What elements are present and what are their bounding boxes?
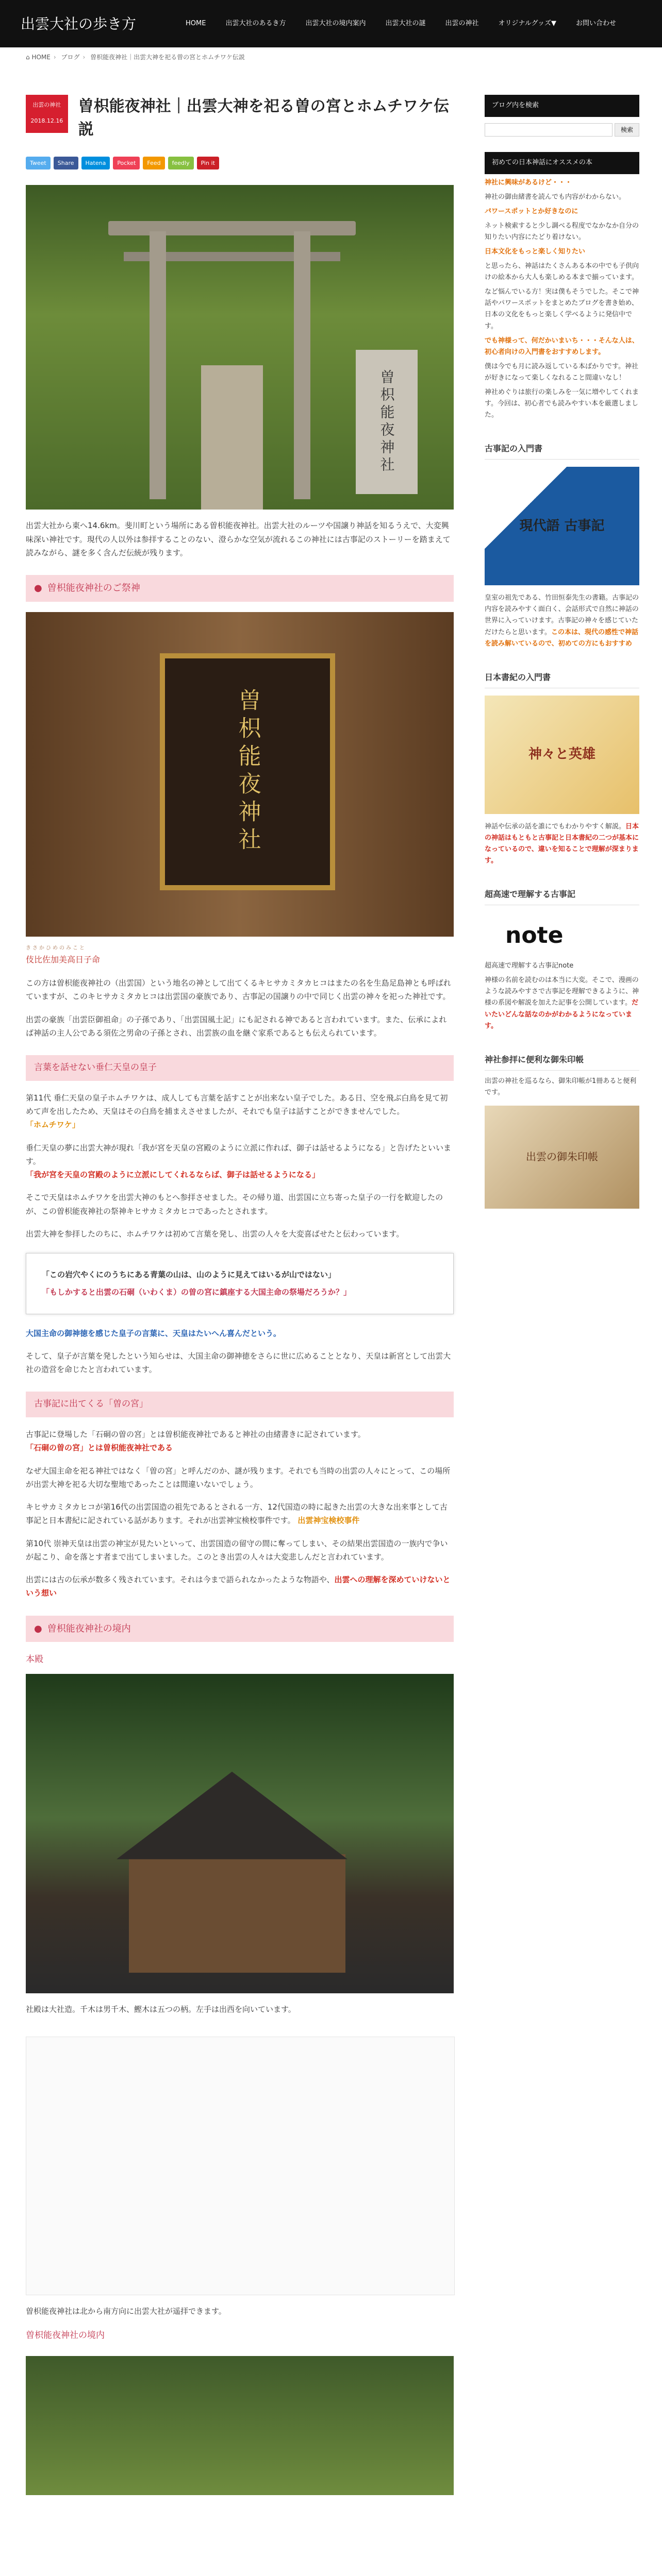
post-date: 2018.12.16 xyxy=(30,117,63,125)
pinterest-button[interactable]: Pin it xyxy=(197,157,219,170)
body-text: 出雲の豪族「出雲臣御祖命」の子孫であり、「出雲国風土記」にも記される神であると言われています。また、伝承によれば神話の主人公である須佐之男命の子孫とされ、出雲族の血を継ぐ家系であるとも伝えられています。 xyxy=(26,1014,447,1038)
category-label[interactable]: 出雲の神社 xyxy=(32,101,61,108)
nihonshoki-book-image[interactable]: 神々と英雄 xyxy=(485,696,639,814)
subheading-grounds: 曽枳能夜神社の境内 xyxy=(26,2330,105,2341)
hatena-button[interactable]: Hatena xyxy=(81,157,110,170)
intro-text: 出雲大社から東へ14.6km。斐川町という場所にある曽枳能夜神社。出雲大社のルーツや国譲り神話を知るうえで、大変興味深い神社です。現代の人以外は参拝することのない、澄らかな空気が流れるこの神社には古事記のストーリーを踏まえて読みながら、謎を多く含んだ伝統が残ります。 xyxy=(26,521,451,557)
facebook-share-button[interactable]: Share xyxy=(54,157,78,170)
sidebar-text: ネット検索すると少し調べる程度でなかなか自分の知りたい内容にたどり着けない。 xyxy=(485,222,639,241)
sidebar-section-title: 神社参拝に便利な御朱印帳 xyxy=(485,1053,639,1071)
sidebar-text: 神社めぐりは旅行の楽しみを一気に増やしてくれます。今回は、初心者でも読みやすい本を厳選しました。 xyxy=(485,388,639,419)
nav-item[interactable]: 出雲大社のあるき方 xyxy=(225,19,286,27)
section-heading-grounds: ● 曽枳能夜神社の境内 xyxy=(26,1616,454,1642)
subheading-sonomiya: 古事記に出てくる「曽の宮」 xyxy=(26,1392,454,1417)
sidebar-text: 出雲の神社を巡るなら、御朱印帳が1冊あると便利です。 xyxy=(485,1077,637,1096)
feedly-button[interactable]: feedly xyxy=(168,157,194,170)
sidebar-text: 皇室の祖先である、竹田恒泰先生の書籍。古事記の内容を読みやすく面白く、会話形式で自然に神話の世界に入っていけます。古事記の神々を感じていただけたらと思います。この本は、現代の感性で神話を読み解いているので、初めての方にもおすすめ xyxy=(485,594,639,648)
plaque-photo xyxy=(26,612,454,937)
sidebar-heading: ブログ内を検索 xyxy=(485,95,639,117)
body-text: 大国主命の御神徳を感じた皇子の言葉に、天皇はたいへん喜んだという。 xyxy=(26,1328,282,1338)
quote-line: 「この岩穴やくにのうちにある青葉の山は、山のように見えてはいるが山ではない」 xyxy=(42,1270,336,1279)
crumb-home[interactable]: HOME xyxy=(31,54,51,61)
map-embed[interactable] xyxy=(26,2037,455,2295)
share-buttons xyxy=(26,157,454,170)
nav-item[interactable]: オリジナルグッズ▼ xyxy=(498,19,556,27)
quote-box xyxy=(26,1253,454,1314)
body-text: 垂仁天皇の夢に出雲大神が現れ「我が宮を天皇の宮殿のように立派に作れば、御子は話せるようになる」と告げたといいます。 「我が宮を天皇の宮殿のように立派にしてくれるならば、御子は話せるようになる」 xyxy=(26,1143,452,1179)
nav-item[interactable]: お問い合わせ xyxy=(575,19,616,27)
breadcrumb: ⌂ HOME › ブログ › 曽枳能夜神社｜出雲大神を祀る曽の宮とホムチワケ伝説 xyxy=(26,54,245,61)
body-text: 第10代 崇神天皇は出雲の神宝が見たいといって、出雲国造の留守の間に奪ってしまい、その結果出雲国造の一族内で争いが起こり、命を落とす者まで出てしまいました。このとき出雲の人々は大変悲しんだと言われています。 xyxy=(26,1538,448,1562)
shrine-stone-sign: 曽枳能夜神社 xyxy=(356,350,418,494)
photo-caption: 曽枳能夜神社は北から南方向に出雲大社が遥拝できます。 xyxy=(26,2307,226,2316)
kojiki-book-image[interactable]: 現代語 古事記 xyxy=(485,467,639,585)
sidebar-heading: 初めての日本神話にオススメの本 xyxy=(485,152,639,174)
body-text: 第11代 垂仁天皇の皇子ホムチワケは、成人しても言葉を話すことが出来ない皇子でした。ある日、空を飛ぶ白鳥を見て初めて声を出したため、天皇はその白鳥を捕まえさせましたが、それでも皇子は話すことができませんでした。「ホムチワケ」 xyxy=(26,1093,448,1130)
sidebar-text: 日本文化をもっと楽しく知りたい xyxy=(485,247,586,256)
deity-name: きさかひめのみこと 伎比佐加美高日子命 xyxy=(26,945,101,964)
site-title[interactable]: 出雲大社の歩き方 xyxy=(21,15,137,32)
global-nav xyxy=(186,18,616,30)
search-input[interactable] xyxy=(485,123,613,137)
sidebar-text: など悩んでいる方！実は僕もそうでした。そこで神話やパワースポットをまとめたブログを書き始め、日本の文化をもっと楽しく学べるように発信中です。 xyxy=(485,288,639,330)
body-text: 出雲大神を参拝したのちに、ホムチワケは初めて言葉を発し、出雲の人々を大変喜ばせたと伝わっています。 xyxy=(26,1229,404,1239)
sidebar-text: でも神様って、何だかいまいち・・・そんな人は、初心者向けの入門書をおすすめします。 xyxy=(485,336,639,356)
sidebar-text: と思ったら、神話はたくさんある本の中でも子供向けの絵本から大人も楽しめる本まで揃っています。 xyxy=(485,262,639,282)
photo-caption: 社殿は大社造。千木は男千木、鰹木は五つの柄。左手は出西を向いています。 xyxy=(26,2004,296,2014)
sidebar-section-title: 古事記の入門書 xyxy=(485,442,639,460)
nav-item[interactable]: HOME xyxy=(186,19,206,27)
sidebar xyxy=(485,65,639,2495)
sidebar-section-title: 超高速で理解する古事記 xyxy=(485,887,639,905)
section-heading-deity: ● 曽枳能夜神社のご祭神 xyxy=(26,575,454,602)
sidebar-text: 僕は今でも月に読み返している本ばかりです。神社が好きになって楽しくなれること間違いなし！ xyxy=(485,362,638,382)
home-icon[interactable]: ⌂ xyxy=(26,54,30,61)
grounds-photo xyxy=(26,2356,454,2495)
crumb-blog[interactable]: ブログ xyxy=(61,54,80,61)
body-text: 出雲には古の伝承が数多く残されています。それは今まで語られなかったような物語や、出雲への理解を深めていけないという想い xyxy=(26,1575,451,1598)
body-text: なぜ大国主命を祀る神社ではなく「曽の宮」と呼んだのか、謎が残ります。それでも当時の出雲の人々にとって、この場所が出雲大神を祀る大切な聖地であったことは間違いないでしょう。 xyxy=(26,1466,451,1489)
subheading-honden: 本殿 xyxy=(26,1654,43,1665)
search-button[interactable]: 検索 xyxy=(615,123,639,137)
body-text: キヒサカミタカヒコが第16代の出雲国造の祖先であるとされる一方、12代国造の時に起きた出雲の大きな出来事として古事記と日本書紀に記されている話があります。それが出雲神宝検校事件です。 出雲神宝検校事件 xyxy=(26,1502,448,1526)
body-text: そして、皇子が言葉を発したという知らせは、大国主命の御神徳をさらに世に広めることとなり、天皇は新宮として出雲大社の造営を命じたと言われています。 xyxy=(26,1351,451,1374)
body-text: この方は曽枳能夜神社の（出雲国）という地名の神として出てくるキヒサカミタカヒコはまたの名を生島足島神とも呼ばれていますが、このキヒサカミタカヒコは出雲国の豪族であり、古事記の国譲りの中で同じく出雲の神々を祀った神社です。 xyxy=(26,978,451,1002)
goshuin-book-image[interactable]: 出雲の御朱印帳 xyxy=(485,1106,639,1209)
crumb-current: 曽枳能夜神社｜出雲大神を祀る曽の宮とホムチワケ伝説 xyxy=(90,54,245,61)
sidebar-text: 神様の名前を読むのは本当に大変。そこで、漫画のような読みやすさで古事記を理解できるように、神様の系図や解説を加えた記事を公開しています。だいたいどんな話なのかがわかるようになっています。 xyxy=(485,976,639,1030)
sidebar-text: パワースポットとか好きなのに xyxy=(485,207,578,215)
tweet-button[interactable]: Tweet xyxy=(26,157,51,170)
sidebar-text: 神社の御由緒書を読んでも内容がわからない。 xyxy=(485,193,626,201)
top-bar xyxy=(0,0,662,47)
subheading-prince: 言葉を話せない垂仁天皇の皇子 xyxy=(26,1055,454,1081)
pocket-button[interactable]: Pocket xyxy=(113,157,140,170)
nav-item[interactable]: 出雲の神社 xyxy=(445,19,479,27)
sidebar-text: 超高速で理解する古事記note xyxy=(485,962,574,970)
nav-item[interactable]: 出雲大社の謎 xyxy=(385,19,426,27)
date-badge xyxy=(26,95,68,133)
search-form xyxy=(485,123,639,137)
article xyxy=(26,65,454,2495)
sidebar-text: 神社に興味があるけど・・・ xyxy=(485,178,572,187)
note-logo[interactable]: note xyxy=(505,922,564,949)
body-text: そこで天皇はホムチワケを出雲大神のもとへ参拝させました。その帰り道、出雲国に立ち寄った皇子の一行を歓迎したのが、この曽枳能夜神社の祭神キヒサカミタカヒコであったとされます。 xyxy=(26,1193,443,1216)
page-title: 曽枳能夜神社｜出雲大神を祀る曽の宮とホムチワケ伝説 xyxy=(78,97,450,139)
sidebar-section-title: 日本書紀の入門書 xyxy=(485,670,639,688)
body-text: 古事記に登場した「石硐の曽の宮」とは曽枳能夜神社であると神社の由緒書きに記されています。 「石硐の曽の宮」とは曽枳能夜神社である xyxy=(26,1430,366,1453)
nav-item[interactable]: 出雲大社の境内案内 xyxy=(305,19,366,27)
torii-photo xyxy=(26,185,454,510)
quote-line: 「もしかすると出雲の石硐（いわくま）の曽の宮に鎮座する大国主命の祭場だろうか？」 xyxy=(42,1287,352,1297)
feed-button[interactable]: Feed xyxy=(143,157,164,170)
sidebar-text: 神話や伝承の話を誰にでもわかりやすく解説。日本の神話はもともと古事記と日本書紀の二つが基本になっているので、違いを知ることで理解が深まります。 xyxy=(485,822,639,865)
honden-photo xyxy=(26,1674,454,1993)
shrine-plaque: 曽枳能夜神社 xyxy=(160,653,335,890)
